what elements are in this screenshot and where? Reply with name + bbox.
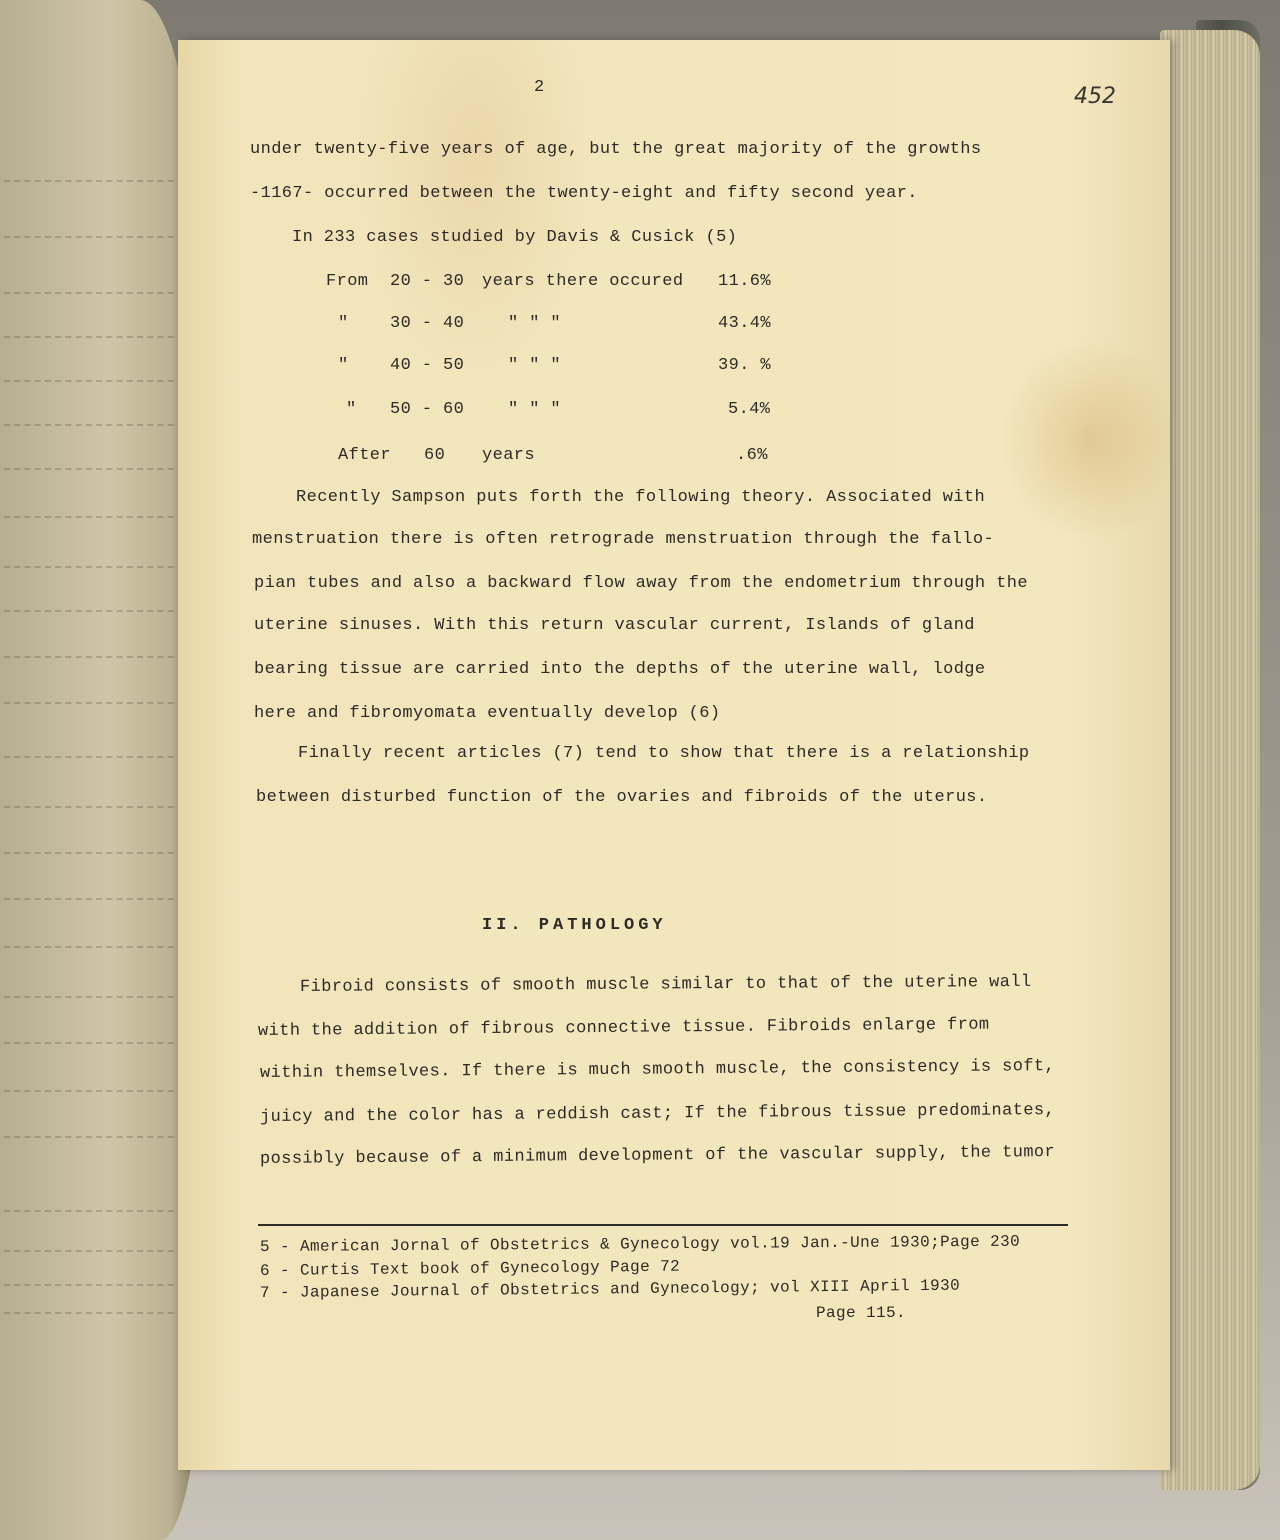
footnote: 6 - Curtis Text book of Gynecology Page 72 [259,1257,681,1280]
body-line: -1167- occurred between the twenty-eight and fifty second year. [250,184,918,203]
row-label: " " " [508,356,562,375]
left-facing-page [0,0,200,1540]
bleed-through-line [4,656,184,672]
body-line: bearing tissue are carried into the depths of the uterine wall, lodge [254,660,986,679]
percentage-value: 43.4% [718,314,772,333]
bleed-through-line [4,566,184,582]
bleed-through-line [4,1250,184,1266]
bleed-through-line [4,336,184,352]
body-line: pian tubes and also a backward flow away from the endometrium through the [254,574,1028,593]
bleed-through-line [4,1090,184,1106]
bleed-through-line [4,756,184,772]
row-prefix: From [326,272,369,291]
age-range: 20 - 30 [390,272,465,291]
bleed-through-line [4,1136,184,1152]
row-label: years there occured [482,272,684,291]
footnote-divider [258,1224,1068,1226]
age-range: 50 - 60 [390,400,465,419]
row-label: " " " [508,314,562,333]
page-stack-edge [1160,30,1260,1490]
row-label: " " " [508,400,562,419]
folio-number: 452 [1074,84,1116,109]
body-line: with the addition of fibrous connective tissue. Fibroids enlarge from [257,1015,990,1041]
footnote: 7 - Japanese Journal of Obstetrics and Gynecology; vol XIII April 1930 [259,1276,961,1302]
bleed-through-line [4,424,184,440]
body-line: Recently Sampson puts forth the following theory. Associated with [296,488,986,507]
bleed-through-line [4,180,184,196]
bleed-through-line [4,946,184,962]
page-number: 2 [534,78,545,97]
age-range: 30 - 40 [390,314,465,333]
row-label: years [482,446,536,465]
row-prefix: After [338,446,392,465]
body-line: menstruation there is often retrograde menstruation through the fallo- [252,530,995,549]
percentage-value: .6% [736,446,768,465]
body-line: possibly because of a minimum development of the vascular supply, the tumor [259,1143,1056,1169]
body-line: here and fibromyomata eventually develop (6) [254,704,721,723]
bleed-through-line [4,898,184,914]
body-line: Fibroid consists of smooth muscle similar to that of the uterine wall [299,972,1032,997]
bleed-through-line [4,236,184,252]
age-range: 40 - 50 [390,356,465,375]
body-line: In 233 cases studied by Davis & Cusick (5) [292,228,738,247]
percentage-value: 5.4% [728,400,771,419]
row-prefix: " [338,356,349,375]
bleed-through-line [4,996,184,1012]
bleed-through-line [4,468,184,484]
percentage-value: 39. % [718,356,772,375]
bleed-through-line [4,610,184,626]
bleed-through-line [4,1042,184,1058]
bleed-through-line [4,852,184,868]
bleed-through-line [4,702,184,718]
bleed-through-line [4,806,184,822]
bleed-through-line [4,292,184,308]
body-line: uterine sinuses. With this return vascular current, Islands of gland [254,616,975,635]
body-line: under twenty-five years of age, but the great majority of the growths [250,140,982,159]
body-line: Finally recent articles (7) tend to show that there is a relationship [298,744,1030,763]
bleed-through-line [4,1284,184,1300]
footnote-continuation: Page 115. [816,1304,907,1322]
footnote: 5 - American Jornal of Obstetrics & Gynecology vol.19 Jan.-Une 1930;Page 230 [259,1232,1021,1256]
section-heading: II. PATHOLOGY [482,916,667,935]
body-line: juicy and the color has a reddish cast; If the fibrous tissue predominates, [259,1101,1056,1127]
bleed-through-line [4,1210,184,1226]
bleed-through-line [4,1312,184,1328]
row-prefix: " [338,314,349,333]
body-line: within themselves. If there is much smooth muscle, the consistency is soft, [259,1057,1056,1083]
body-line: between disturbed function of the ovaries and fibroids of the uterus. [256,788,988,807]
age-range: 60 [424,446,446,465]
bleed-through-line [4,380,184,396]
bleed-through-line [4,516,184,532]
percentage-value: 11.6% [718,272,772,291]
row-prefix: " [346,400,357,419]
